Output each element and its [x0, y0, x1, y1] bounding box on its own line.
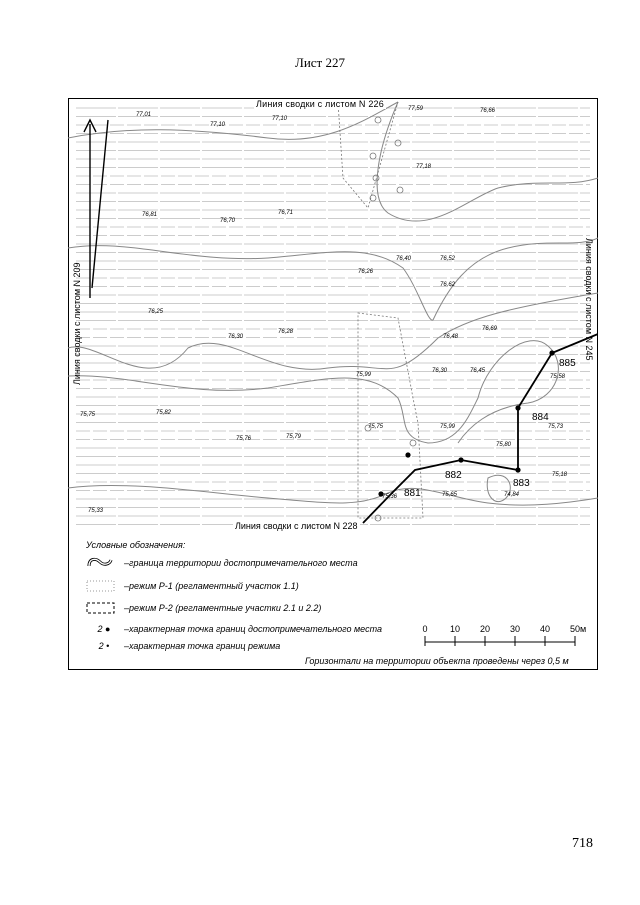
page-number: 718: [572, 836, 593, 851]
elevation-label: 75,33: [88, 508, 104, 514]
elevation-label: 76,62: [440, 282, 456, 288]
legend-item-regime-p1: –режим Р-1 (регламентный участок 1.1): [86, 578, 299, 594]
scale-tick-label: 30: [509, 624, 521, 634]
elevation-label: 75,65: [442, 492, 458, 498]
dotted-rect-icon: [86, 579, 122, 593]
point-label-881: 881: [404, 488, 421, 499]
elevation-label: 75,75: [80, 412, 96, 418]
legend-item-boundary: –граница территории достопримечательного места: [86, 555, 358, 571]
scale-unit: м: [580, 624, 587, 634]
scale-tick-label: 50: [569, 624, 581, 634]
contour-interval-note: Горизонтали на территории объекта проведены через 0,5 м: [305, 656, 569, 666]
elevation-label: 75,76: [236, 436, 252, 442]
scale-tick-label: 40: [539, 624, 551, 634]
elevation-label: 75,75: [368, 424, 384, 430]
point-label-884: 884: [532, 412, 549, 423]
scale-tick-label: 0: [422, 624, 428, 634]
elevation-label: 76,66: [480, 108, 496, 114]
elevation-label: 77,10: [272, 116, 288, 122]
scale-tick-label: 20: [479, 624, 491, 634]
elevation-label: 75,79: [286, 434, 302, 440]
elevation-label: 77,01: [136, 112, 152, 118]
legend-title: Условные обозначения:: [86, 540, 186, 550]
elevation-label: 76,25: [148, 309, 164, 315]
point-label-885: 885: [559, 358, 576, 369]
legend-item-point-regime: 2 • –характерная точка границ режима: [86, 638, 280, 654]
elevation-label: 74,84: [504, 492, 520, 498]
elevation-label: 75,36: [382, 494, 398, 500]
elevation-label: 77,59: [408, 106, 424, 112]
sheet-title: Лист 227: [295, 55, 345, 70]
elevation-label: 76,45: [470, 368, 486, 374]
scale-bar: [400, 622, 590, 652]
filled-point-icon: 2 ●: [97, 624, 111, 634]
boundary-symbol-icon: [86, 556, 122, 570]
dashed-rect-icon: [86, 601, 122, 615]
elevation-label: 75,99: [440, 424, 456, 430]
edge-label-top: Линия сводки с листом N 226: [256, 99, 384, 109]
elevation-label: 76,69: [482, 326, 498, 332]
elevation-label: 76,70: [220, 218, 236, 224]
edge-label-bottom: Линия сводки с листом N 228: [235, 521, 358, 531]
legend-item-regime-p2: –режим Р-2 (регламентные участки 2.1 и 2.2): [86, 600, 321, 616]
elevation-label: 77,10: [210, 122, 226, 128]
elevation-label: 76,28: [278, 329, 294, 335]
elevation-label: 75,82: [156, 410, 172, 416]
elevation-label: 76,40: [396, 256, 412, 262]
edge-label-right: Линия сводки с листом N 245: [584, 238, 594, 361]
elevation-label: 76,52: [440, 256, 456, 262]
small-point-icon: 2 •: [98, 641, 110, 651]
elevation-label: 76,81: [142, 212, 158, 218]
topographic-map: [68, 98, 598, 526]
elevation-label: 76,26: [358, 269, 374, 275]
scale-tick-label: 10: [449, 624, 461, 634]
elevation-label: 75,18: [552, 472, 568, 478]
hatch-lines: [76, 108, 590, 525]
elevation-label: 76,48: [443, 334, 459, 340]
elevation-label: 76,71: [278, 210, 294, 216]
legend-item-point-boundary: 2 ● –характерная точка границ достопримечательного места: [86, 621, 382, 637]
elevation-label: 75,58: [550, 374, 566, 380]
north-arrow-icon: [84, 120, 108, 298]
elevation-label: 75,99: [356, 372, 372, 378]
elevation-label: 77,18: [416, 164, 432, 170]
elevation-label: 75,80: [496, 442, 512, 448]
edge-label-left: Линия сводки с листом N 209: [72, 262, 82, 385]
point-label-883: 883: [513, 478, 530, 489]
elevation-label: 75,73: [548, 424, 564, 430]
survey-circles: [365, 117, 416, 521]
point-label-882: 882: [445, 470, 462, 481]
elevation-label: 76,30: [432, 368, 448, 374]
elevation-label: 76,30: [228, 334, 244, 340]
